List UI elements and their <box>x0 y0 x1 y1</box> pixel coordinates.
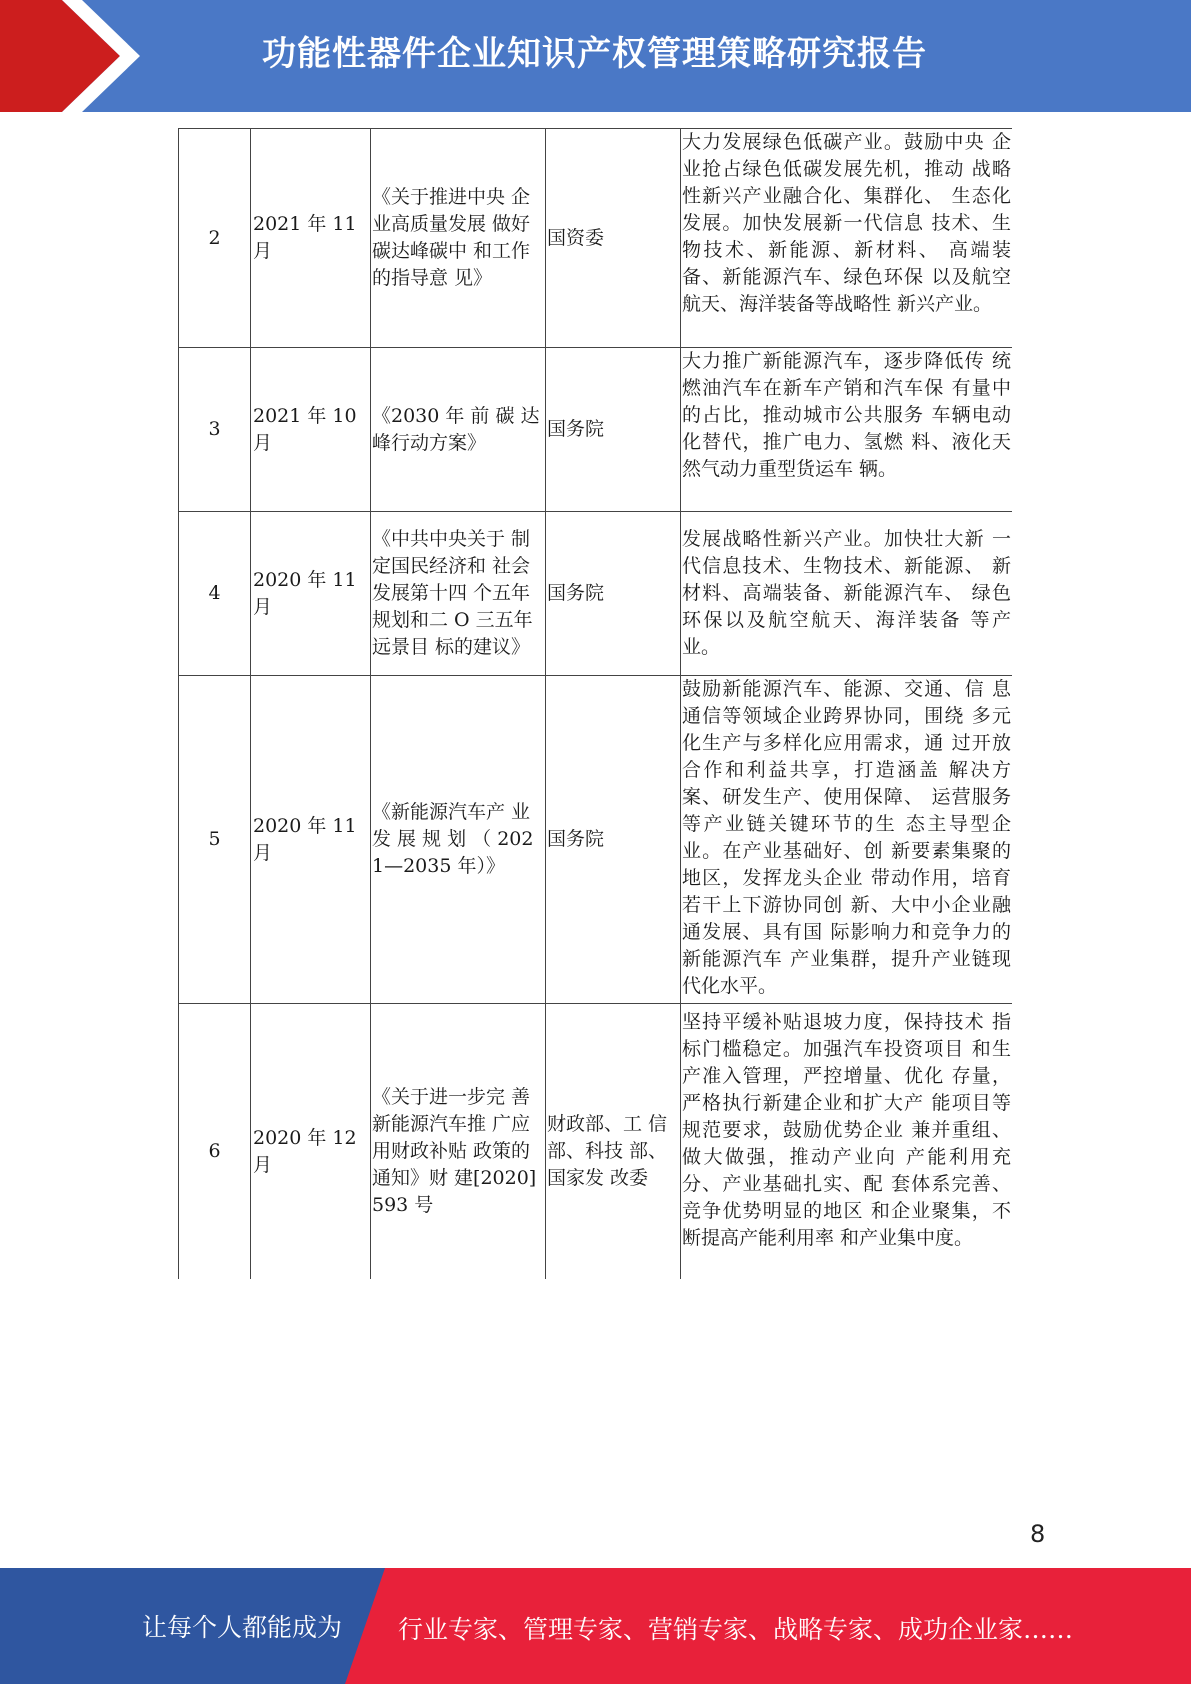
page-number: 8 <box>1030 1520 1046 1548</box>
row-number: 5 <box>179 676 251 1004</box>
row-date: 2020 年 12 月 <box>251 1004 371 1280</box>
row-date: 2021 年 11 月 <box>251 129 371 348</box>
row-content: 大力发展绿色低碳产业。鼓励中央 企业抢占绿色低碳发展先机，推动 战略性新兴产业融合化、集群化、 生态化发展。加快发展新一代信息 技术、生物技术、新能源、新材料、 高端装备、新能源汽车、绿色环保 以及航空航天、海洋装备等战略性 新兴产业。 <box>681 129 1013 348</box>
row-content: 坚持平缓补贴退坡力度，保持技术 指标门槛稳定。加强汽车投资项目 和生产准入管理，严控增量、优化 存量，严格执行新建企业和扩大产 能项目等规范要求，鼓励优势企业 兼并重组、做大做强，推动产业向 产能利用充分、产业基础扎实、配 套体系完善、竞争优势明显的地区 和企业聚集，不断提高产能利用率 和产业集中度。 <box>681 1004 1013 1280</box>
row-document: 《2030 年 前 碳 达峰行动方案》 <box>371 348 546 512</box>
row-number: 4 <box>179 512 251 676</box>
footer-slogan-right: 行业专家、管理专家、营销专家、战略专家、成功企业家…… <box>398 1615 1074 1644</box>
row-number: 3 <box>179 348 251 512</box>
footer-slogan-left: 让每个人都能成为 <box>142 1613 343 1642</box>
row-issuer: 财政部、工 信部、科技 部、国家发 改委 <box>546 1004 681 1280</box>
row-date: 2020 年 11 月 <box>251 512 371 676</box>
table-row <box>179 129 1013 348</box>
row-issuer: 国务院 <box>546 512 681 676</box>
row-issuer: 国资委 <box>546 129 681 348</box>
row-date: 2021 年 10 月 <box>251 348 371 512</box>
row-content: 发展战略性新兴产业。加快壮大新 一代信息技术、生物技术、新能源、 新材料、高端装备、新能源汽车、 绿色环保以及航空航天、海洋装备 等产业。 <box>681 512 1013 676</box>
row-issuer: 国务院 <box>546 676 681 1004</box>
row-date: 2020 年 11 月 <box>251 676 371 1004</box>
policy-table <box>178 128 1012 1279</box>
table-row <box>179 512 1013 676</box>
header-arrow-decoration <box>0 0 150 112</box>
row-document: 《新能源汽车产 业 发 展 规 划 （ 2021—2035 年）》 <box>371 676 546 1004</box>
page-footer <box>0 1568 1191 1684</box>
table-row <box>179 1004 1013 1280</box>
page-header <box>0 0 1191 112</box>
table-row <box>179 348 1013 512</box>
table-row <box>179 676 1013 1004</box>
row-issuer: 国务院 <box>546 348 681 512</box>
report-title: 功能性器件企业知识产权管理策略研究报告 <box>262 34 927 74</box>
row-content: 鼓励新能源汽车、能源、交通、信 息通信等领域企业跨界协同，围绕 多元化生产与多样化应用需求，通 过开放合作和利益共享，打造涵盖 解决方案、研发生产、使用保障、 运营服务等产业链关键环节的生 态主导型企业。在产业基础好、创 新要素集聚的地区，发挥龙头企业 带动作用，培育若干上下游协同创 新、大中小企业融通发展、具有国 际影响力和竞争力的新能源汽车 产业集群，提升产业链现代化水平。 <box>681 676 1013 1004</box>
policy-table-container <box>178 128 1012 1279</box>
row-document: 《关于进一步完 善新能源汽车推 广应用财政补贴 政策的通知》财 建[2020]593 号 <box>371 1004 546 1280</box>
row-number: 6 <box>179 1004 251 1280</box>
row-document: 《中共中央关于 制定国民经济和 社会发展第十四 个五年规划和二 O 三五年远景目 标的建议》 <box>371 512 546 676</box>
row-document: 《关于推进中央 企业高质量发展 做好碳达峰碳中 和工作的指导意 见》 <box>371 129 546 348</box>
row-number: 2 <box>179 129 251 348</box>
row-content: 大力推广新能源汽车，逐步降低传 统燃油汽车在新车产销和汽车保 有量中的占比，推动城市公共服务 车辆电动化替代，推广电力、氢燃 料、液化天然气动力重型货运车 辆。 <box>681 348 1013 512</box>
